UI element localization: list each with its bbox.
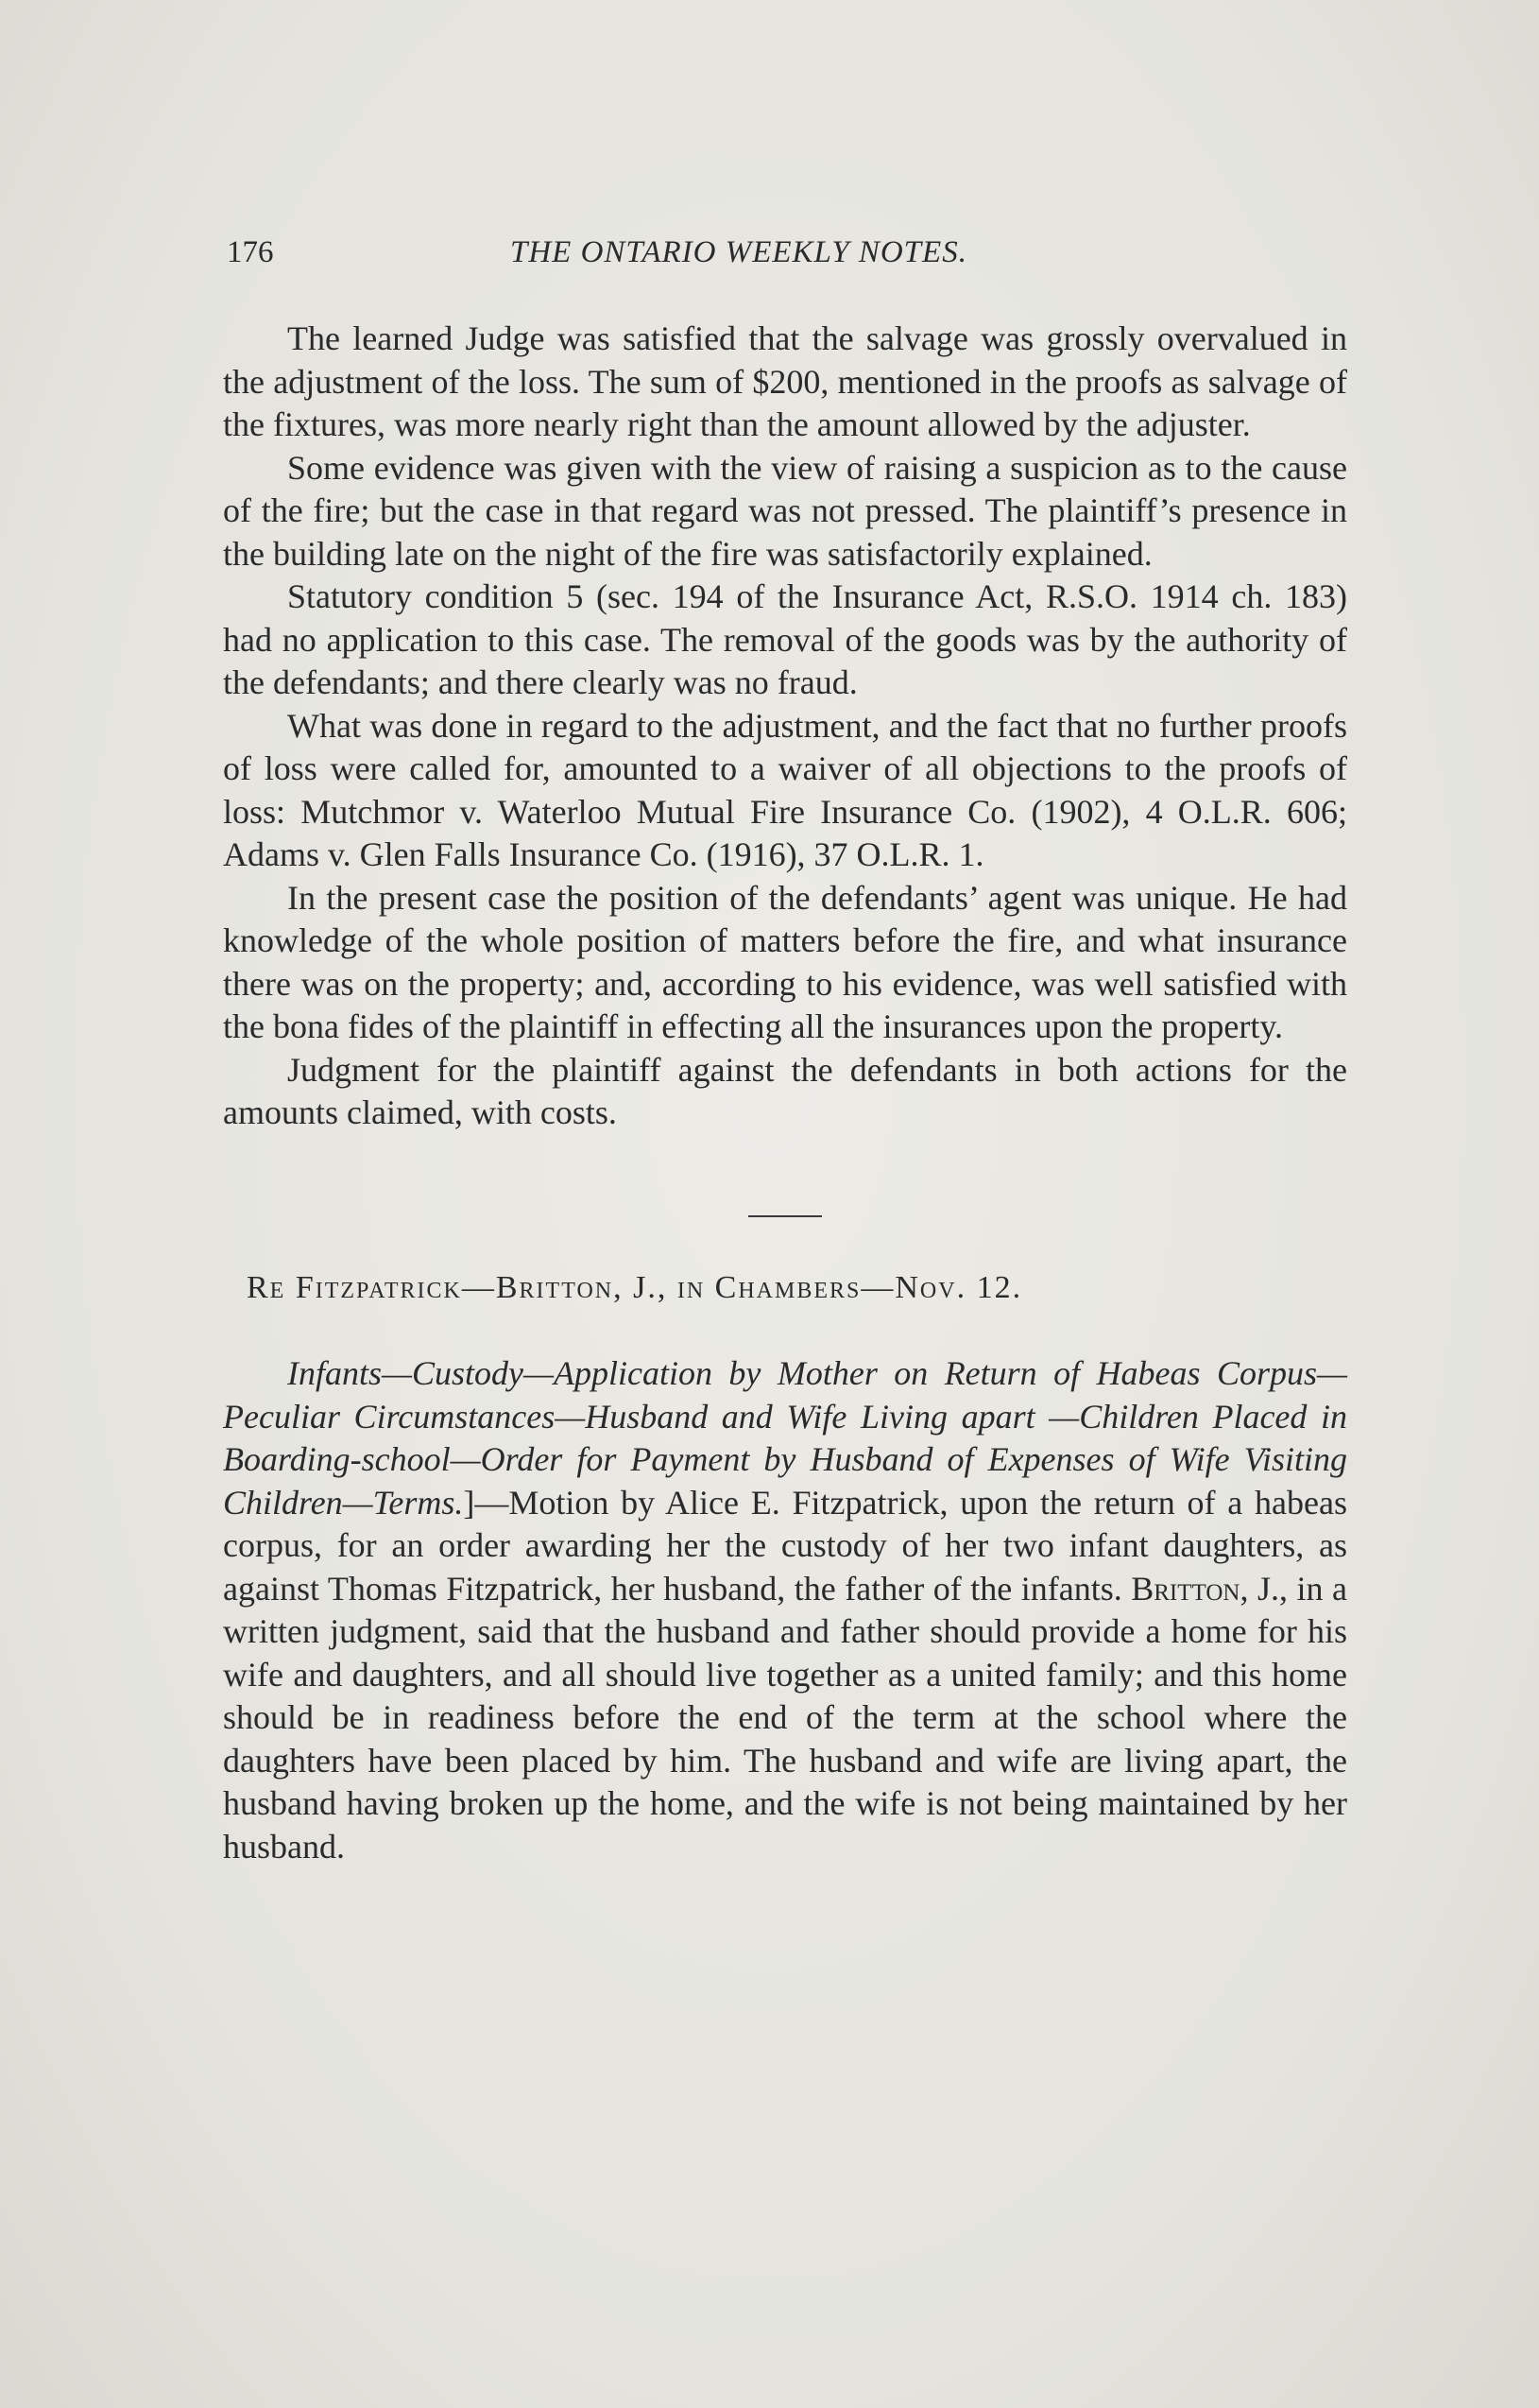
text-column	[223, 318, 1347, 1868]
case-headnote	[223, 1352, 1347, 1868]
paragraph-statutory-condition: Statutory condition 5 (sec. 194 of the Insurance Act, R.S.O. 1914 ch. 183) had no application to this case. The removal of the goods was by the authority of the defendants; and there clearly was no fraud.	[223, 577, 1347, 701]
headnote-body-2: , J., in a written judgment, said that the husband and father should provide a home for his wife and daughters, and all should live together as a united family; and this home should be in readiness before the end of the term at the school where the daughters have been placed by him. The husband and wife are living apart, the husband having broken up the home, and the wife is not being maintained by her husband.	[223, 1569, 1347, 1866]
headnote-catchwords: Infants—Custody—Application by Mother on Return of Habeas Corpus—Peculiar Circumstances—Husband and Wife Living apart —Children Placed in Boarding-school—Order for Payment by Husband of Expenses of Wife Visiting Children—Terms.	[223, 1354, 1347, 1522]
case-heading: Re Fitzpatrick—Britton, J., in Chambers—Nov. 12.	[247, 1269, 1023, 1305]
page-header	[227, 232, 1351, 273]
paragraph-salvage: The learned Judge was satisfied that the salvage was grossly overvalued in the adjustment of the loss. The sum of $200, mentioned in the proofs as salvage of the fixtures, was more nearly right than the amount allowed by the adjuster.	[223, 319, 1347, 443]
running-title: THE ONTARIO WEEKLY NOTES.	[510, 235, 967, 269]
page-number: 176	[227, 235, 274, 269]
section-divider	[748, 1215, 822, 1217]
judge-name: Britton	[1131, 1569, 1240, 1608]
paragraph-evidence: Some evidence was given with the view of raising a suspicion as to the cause of the fire; but the case in that regard was not pressed. The plaintiff’s presence in the building late on the night of the fire was satisfactorily explained.	[223, 448, 1347, 573]
paragraph-waiver: What was done in regard to the adjustment, and the fact that no further proofs of loss were called for, amounted to a waiver of all objections to the proofs of loss: Mutchmor v. Waterloo Mutual Fire Insurance Co. (1902), 4 O.L.R. 606; Adams v. Glen Falls Insurance Co. (1916), 37 O.L.R. 1.	[223, 706, 1347, 873]
paragraph-judgment: Judgment for the plaintiff against the defendants in both actions for the amounts claimed, with costs.	[223, 1050, 1347, 1131]
paragraph-agent: In the present case the position of the defendants’ agent was unique. He had knowledge of the whole position of matters before the fire, and what insurance there was on the property; and, according to his evidence, was well satisfied with the bona fides of the plaintiff in effecting all the insurances upon the property.	[223, 878, 1347, 1045]
headnote-body-1: ]—Motion by Alice E. Fitzpatrick, upon the return of a habeas corpus, for an order awarding her the custody of her two infant daughters, as against Thomas Fitzpatrick, her husband, the father of the infants.	[223, 1483, 1347, 1608]
